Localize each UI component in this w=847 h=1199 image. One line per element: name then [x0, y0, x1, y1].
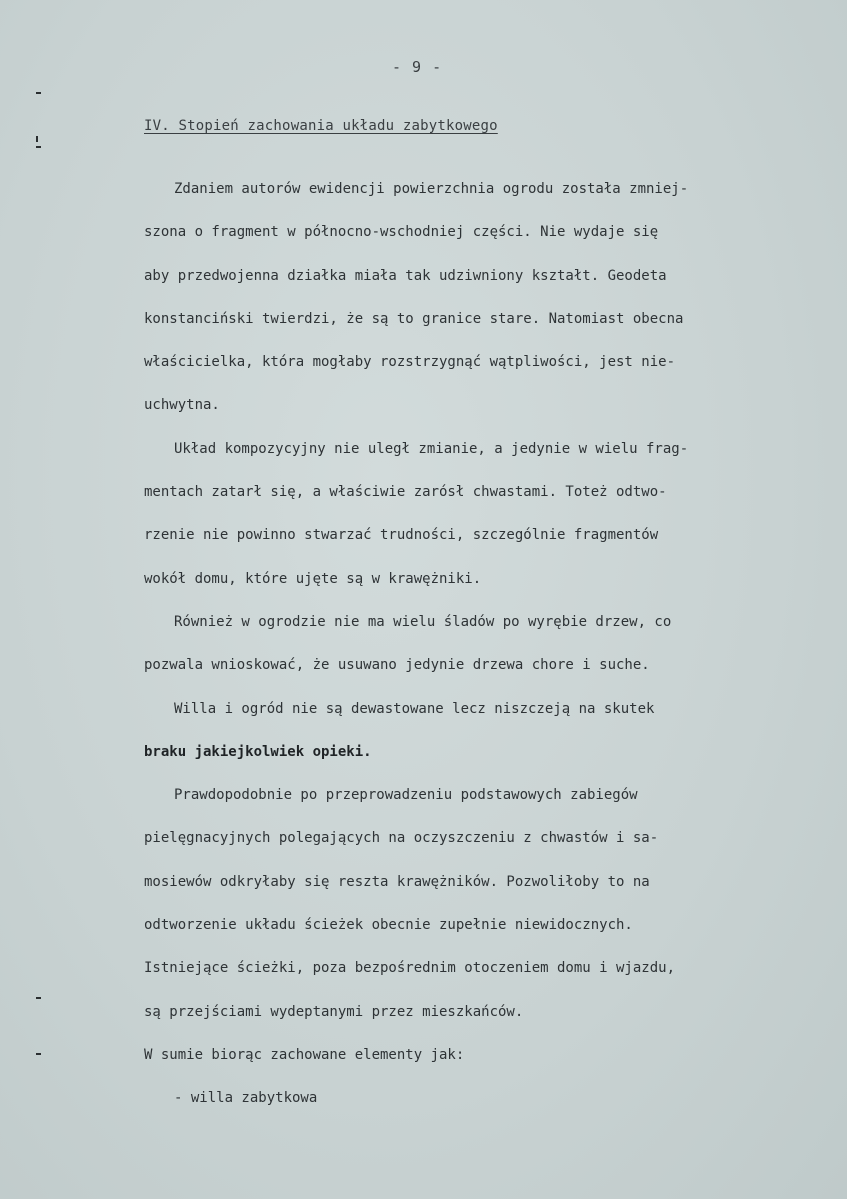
- text-line: mosiewów odkryłaby się reszta krawężników. Pozwoliłoby to na: [144, 873, 650, 890]
- text-line: są przejściami wydeptanymi przez mieszkańców.: [144, 1003, 524, 1020]
- text-line: szona o fragment w północno-wschodniej części. Nie wydaje się: [144, 224, 659, 241]
- text-line: uchwytna.: [144, 397, 220, 414]
- text-line: Prawdopodobnie po przeprowadzeniu podstawowych zabiegów: [174, 787, 638, 804]
- margin-mark: [36, 997, 41, 999]
- text-line: Układ kompozycyjny nie uległ zmianie, a jedynie w wielu frag-: [174, 440, 689, 457]
- text-line: konstanciński twierdzi, że są to granice stare. Natomiast obecna: [144, 310, 684, 327]
- text-line: Zdaniem autorów ewidencji powierzchnia ogrodu została zmniej-: [174, 181, 689, 197]
- margin-mark: [36, 1053, 41, 1055]
- text-line: mentach zatarł się, a właściwie zarósł chwastami. Toteż odtwo-: [144, 484, 667, 501]
- text-line: odtworzenie układu ścieżek obecnie zupełnie niewidocznych.: [144, 917, 633, 934]
- margin-mark: [36, 146, 41, 148]
- text-line: właścicielka, która mogłaby rozstrzygnąć wątpliwości, jest nie-: [144, 354, 676, 371]
- text-line: pielęgnacyjnych polegających na oczyszczeniu z chwastów i sa-: [144, 830, 659, 847]
- list-item: - willa zabytkowa: [174, 1090, 318, 1107]
- margin-mark: [36, 136, 38, 142]
- section-title: IV. Stopień zachowania układu zabytkowego: [144, 118, 498, 134]
- body-text: [144, 168, 794, 1121]
- text-line: aby przedwojenna działka miała tak udziwniony kształt. Geodeta: [144, 267, 667, 284]
- margin-mark: [36, 92, 41, 94]
- text-line: braku jakiejkolwiek opieki.: [144, 743, 372, 760]
- text-line: rzenie nie powinno stwarzać trudności, szczególnie fragmentów: [144, 527, 659, 544]
- text-line: Również w ogrodzie nie ma wielu śladów po wyrębie drzew, co: [174, 613, 672, 630]
- text-line: Istniejące ścieżki, poza bezpośrednim otoczeniem domu i wjazdu,: [144, 960, 676, 977]
- page-number: - 9 -: [392, 58, 443, 76]
- text-line: Willa i ogród nie są dewastowane lecz niszczeją na skutek: [174, 700, 655, 717]
- text-line: W sumie biorąc zachowane elementy jak:: [144, 1046, 465, 1063]
- text-line: pozwala wnioskować, że usuwano jedynie drzewa chore i suche.: [144, 657, 650, 674]
- text-line: wokół domu, które ujęte są w krawężniki.: [144, 570, 482, 587]
